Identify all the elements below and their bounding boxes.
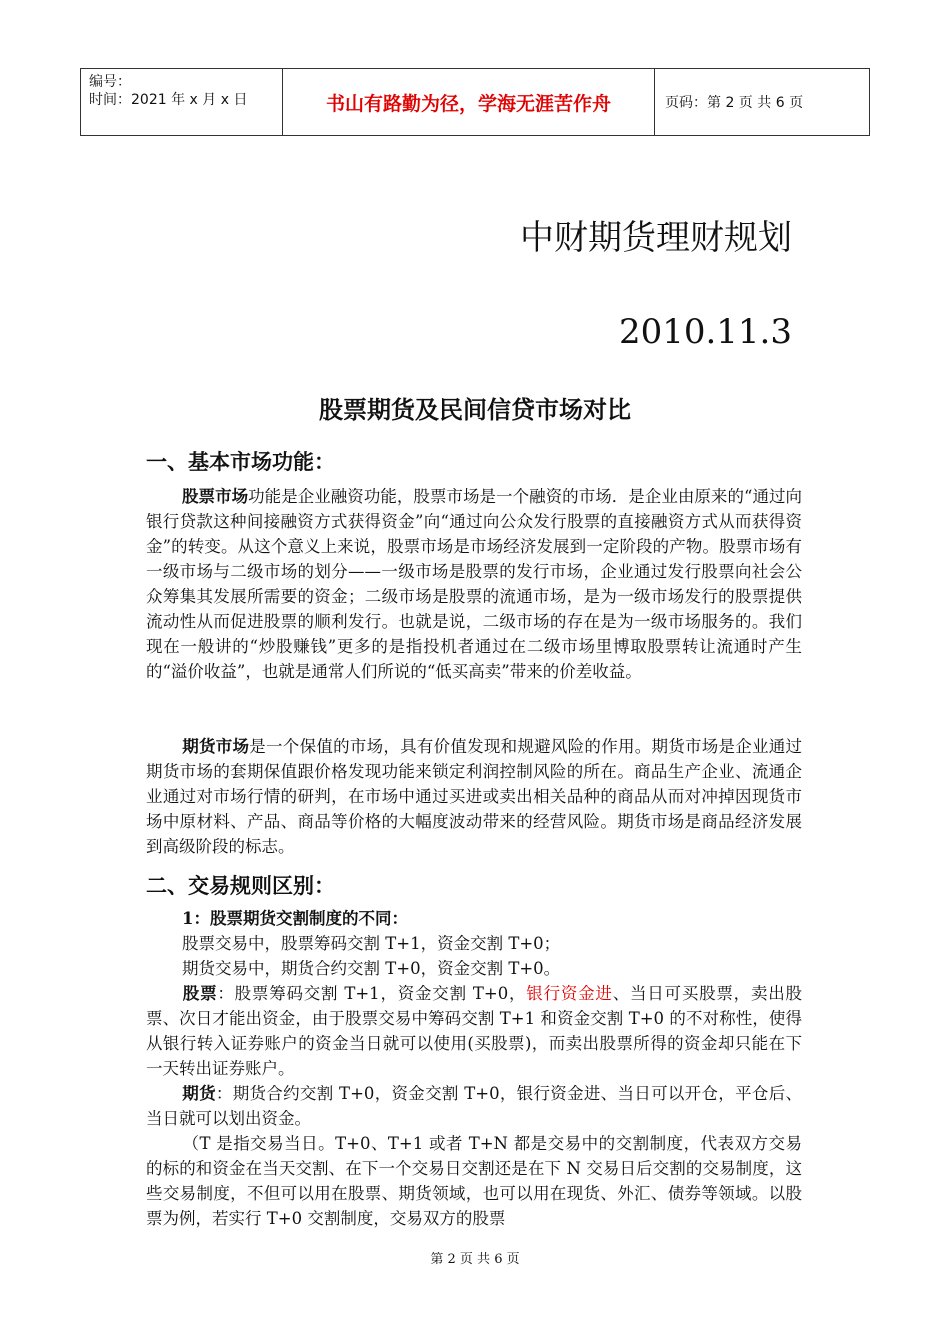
motto: 书山有路勤为径，学海无涯苦作舟 bbox=[283, 69, 655, 135]
paragraph-stock-market bbox=[146, 484, 802, 684]
highlight-bank-funds: 银行资金进 bbox=[526, 984, 613, 1003]
paragraph-stock-rules bbox=[146, 981, 802, 1081]
main-title: 中财期货理财规划 bbox=[520, 218, 792, 258]
futures-rules-text: ：期货合约交割 T+0，资金交割 T+0，银行资金进、当日可以开仓，平仓后、当日就可以划出资金。 bbox=[146, 1084, 802, 1128]
term-futures: 期货 bbox=[182, 1084, 216, 1103]
paragraph-futures-market bbox=[146, 734, 802, 859]
header-meta bbox=[81, 69, 283, 135]
stock-settlement-line: 股票交易中，股票筹码交割 T+1，资金交割 T+0； bbox=[182, 934, 561, 953]
page-info: 页码：第 2 页 共 6 页 bbox=[665, 95, 804, 111]
page-footer: 第 2 页 共 6 页 bbox=[430, 1252, 520, 1267]
term-futures-market: 期货市场 bbox=[182, 737, 250, 756]
term-stock: 股票 bbox=[182, 984, 218, 1003]
section-2-heading: 二、交易规则区别： bbox=[146, 874, 335, 898]
paragraph-futures-rules bbox=[146, 1081, 802, 1131]
futures-market-text: 是一个保值的市场，具有价值发现和规避风险的作用。期货市场是企业通过期货市场的套期保值跟价格发现功能来锁定利润控制风险的所在。商品生产企业、流通企业通过对市场行情的研判，在市场中通过买进或卖出相关品种的商品从而对冲掉因现货市场中原材料、产品、商品等价格的大幅度波动带来的经营风险。期货市场是商品经济发展到高级阶段的标志。 bbox=[146, 737, 803, 856]
time-label: 时间：2021 年 x 月 x 日 bbox=[89, 92, 248, 108]
section-1-heading: 一、基本市场功能： bbox=[146, 450, 335, 474]
term-stock-market: 股票市场 bbox=[182, 487, 249, 506]
paragraph-t-definition bbox=[146, 1131, 802, 1231]
stock-rules-text-a: ：股票筹码交割 T+1，资金交割 T+0， bbox=[217, 984, 527, 1003]
document-date: 2010.11.3 bbox=[618, 312, 792, 352]
stock-rules-text-b: 、当日可买股票，卖出股票、次日才能出资金，由于股票交易中筹码交割 T+1 和资金交割 T+0 的不对称性，使得从银行转入证券账户的资金当日就可以使用(买股票)，而卖出股票所得的资金却只能在下一天转出证券账户。 bbox=[146, 984, 802, 1078]
t-definition-text: （T 是指交易当日。T+0、T+1 或者 T+N 都是交易中的交割制度，代表双方交易的标的和资金在当天交割、在下一个交易日交割还是在下 N 交易日后交割的交易制度，这些交易制度，不但可以用在股票、期货领域，也可以用在现货、外汇、债券等领域。以股票为例，若实行 T+0 交割制度，交易双方的股票 bbox=[146, 1134, 802, 1228]
document-title: 股票期货及民间信贷市场对比 bbox=[319, 396, 631, 424]
header-table bbox=[80, 68, 870, 136]
stock-market-text: 功能是企业融资功能，股票市场是一个融资的市场．是企业由原来的“通过向银行贷款这种间接融资方式获得资金”向“通过向公众发行股票的直接融资方式从而获得资金”的转变。从这个意义上来说，股票市场是市场经济发展到一定阶段的产物。股票市场有一级市场与二级市场的划分——一级市场是股票的发行市场，企业通过发行股票向社会公众筹集其发展所需要的资金；二级市场是股票的流通市场，是为一级市场发行的股票提供流动性从而促进股票的顺利发行。也就是说，二级市场的存在是为一级市场服务的。我们现在一般讲的“炒股赚钱”更多的是指投机者通过在二级市场里博取股票转让流通时产生的“溢价收益”，也就是通常人们所说的“低买高卖”带来的价差收益。 bbox=[146, 487, 802, 681]
number-label: 编号： bbox=[89, 74, 131, 90]
subheading-settlement: 1：股票期货交割制度的不同： bbox=[182, 909, 408, 928]
futures-settlement-line: 期货交易中，期货合约交割 T+0，资金交割 T+0。 bbox=[182, 959, 561, 978]
